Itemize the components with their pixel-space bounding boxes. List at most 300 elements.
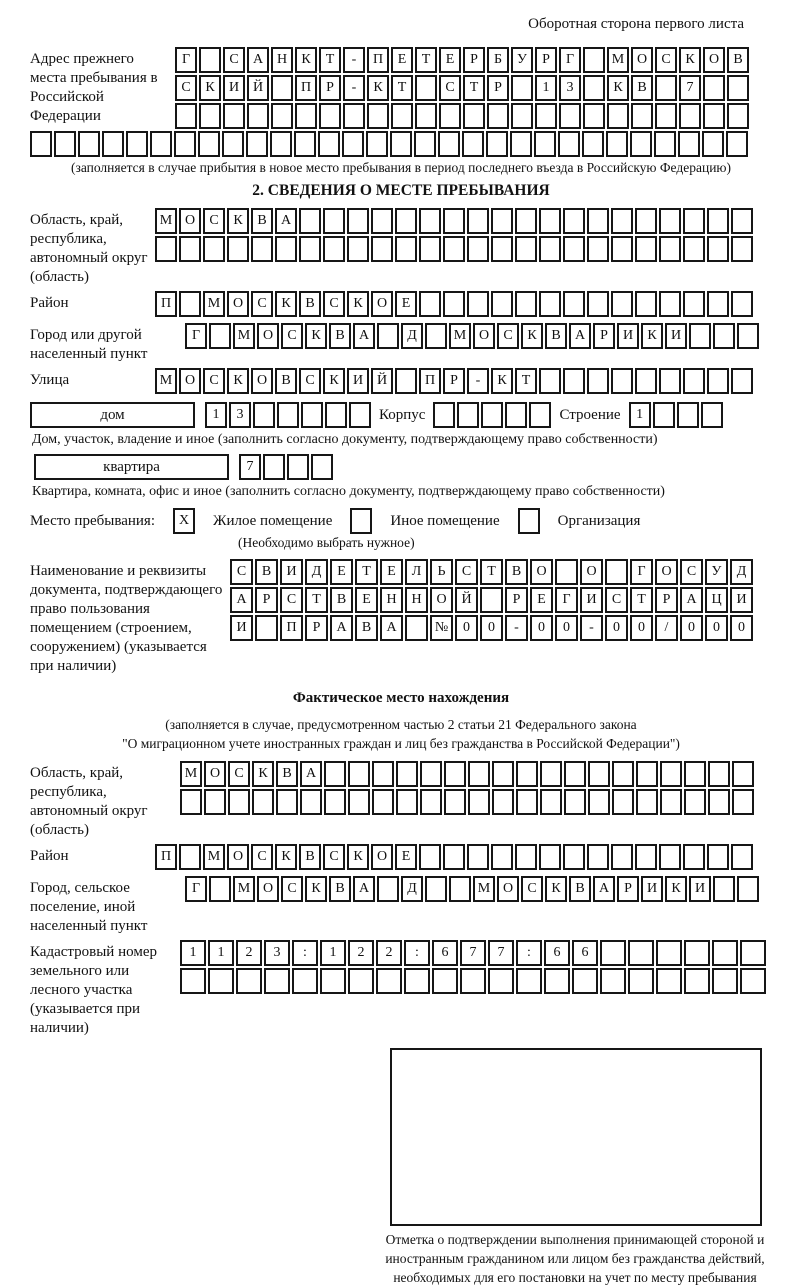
- char-box[interactable]: О: [580, 559, 603, 585]
- char-box[interactable]: С: [521, 876, 543, 902]
- char-box[interactable]: [631, 103, 653, 129]
- char-box[interactable]: У: [511, 47, 533, 73]
- char-box[interactable]: [204, 789, 226, 815]
- char-box[interactable]: [655, 75, 677, 101]
- char-box[interactable]: Т: [463, 75, 485, 101]
- char-box[interactable]: [635, 291, 657, 317]
- char-box[interactable]: Г: [185, 876, 207, 902]
- char-box[interactable]: А: [569, 323, 591, 349]
- char-box[interactable]: 0: [555, 615, 578, 641]
- char-box[interactable]: 1: [180, 940, 206, 966]
- char-box[interactable]: П: [367, 47, 389, 73]
- char-box[interactable]: [348, 761, 370, 787]
- char-box[interactable]: К: [545, 876, 567, 902]
- char-box[interactable]: [684, 940, 710, 966]
- char-box[interactable]: К: [521, 323, 543, 349]
- char-box[interactable]: Р: [593, 323, 615, 349]
- char-box[interactable]: В: [299, 844, 321, 870]
- char-box[interactable]: 0: [630, 615, 653, 641]
- char-box[interactable]: Т: [630, 587, 653, 613]
- char-box[interactable]: [371, 236, 393, 262]
- char-box[interactable]: [463, 103, 485, 129]
- char-box[interactable]: 0: [455, 615, 478, 641]
- char-box[interactable]: [516, 761, 538, 787]
- char-box[interactable]: С: [281, 876, 303, 902]
- char-box[interactable]: [376, 968, 402, 994]
- char-box[interactable]: [467, 291, 489, 317]
- char-box[interactable]: Д: [305, 559, 328, 585]
- char-box[interactable]: [150, 131, 172, 157]
- char-box[interactable]: [324, 761, 346, 787]
- char-box[interactable]: [277, 402, 299, 428]
- char-box[interactable]: [126, 131, 148, 157]
- char-box[interactable]: П: [419, 368, 441, 394]
- char-box[interactable]: Т: [355, 559, 378, 585]
- char-box[interactable]: [587, 291, 609, 317]
- char-box[interactable]: [511, 75, 533, 101]
- char-box[interactable]: М: [473, 876, 495, 902]
- char-box[interactable]: [276, 789, 298, 815]
- char-box[interactable]: [325, 402, 347, 428]
- char-box[interactable]: [246, 131, 268, 157]
- char-box[interactable]: [179, 291, 201, 317]
- char-box[interactable]: Й: [371, 368, 393, 394]
- kvartira-type-field[interactable]: квартира: [34, 454, 229, 480]
- char-box[interactable]: 0: [480, 615, 503, 641]
- char-box[interactable]: 2: [348, 940, 374, 966]
- char-box[interactable]: А: [353, 876, 375, 902]
- char-box[interactable]: К: [305, 876, 327, 902]
- char-box[interactable]: О: [204, 761, 226, 787]
- char-box[interactable]: И: [730, 587, 753, 613]
- char-box[interactable]: [180, 968, 206, 994]
- char-box[interactable]: И: [223, 75, 245, 101]
- char-box[interactable]: Т: [391, 75, 413, 101]
- char-box[interactable]: [419, 291, 441, 317]
- char-box[interactable]: С: [680, 559, 703, 585]
- char-box[interactable]: [611, 844, 633, 870]
- char-box[interactable]: [347, 208, 369, 234]
- char-box[interactable]: [467, 844, 489, 870]
- char-box[interactable]: П: [295, 75, 317, 101]
- char-box[interactable]: [731, 368, 753, 394]
- char-box[interactable]: К: [199, 75, 221, 101]
- char-box[interactable]: Т: [319, 47, 341, 73]
- char-box[interactable]: [583, 103, 605, 129]
- char-box[interactable]: С: [323, 291, 345, 317]
- char-box[interactable]: [320, 968, 346, 994]
- char-box[interactable]: [679, 103, 701, 129]
- char-box[interactable]: -: [580, 615, 603, 641]
- char-box[interactable]: [311, 454, 333, 480]
- char-box[interactable]: [540, 789, 562, 815]
- char-box[interactable]: Н: [271, 47, 293, 73]
- char-box[interactable]: [491, 208, 513, 234]
- char-box[interactable]: 6: [432, 940, 458, 966]
- char-box[interactable]: 6: [544, 940, 570, 966]
- char-box[interactable]: [713, 876, 735, 902]
- char-box[interactable]: [236, 968, 262, 994]
- char-box[interactable]: [712, 940, 738, 966]
- char-box[interactable]: В: [727, 47, 749, 73]
- char-box[interactable]: [683, 208, 705, 234]
- char-box[interactable]: 0: [705, 615, 728, 641]
- char-box[interactable]: [683, 844, 705, 870]
- char-box[interactable]: О: [179, 208, 201, 234]
- char-box[interactable]: И: [641, 876, 663, 902]
- char-box[interactable]: [572, 968, 598, 994]
- char-box[interactable]: [529, 402, 551, 428]
- char-box[interactable]: [515, 291, 537, 317]
- char-box[interactable]: С: [251, 291, 273, 317]
- char-box[interactable]: А: [330, 615, 353, 641]
- char-box[interactable]: К: [295, 47, 317, 73]
- char-box[interactable]: [420, 761, 442, 787]
- char-box[interactable]: [271, 103, 293, 129]
- char-box[interactable]: [270, 131, 292, 157]
- char-box[interactable]: [480, 587, 503, 613]
- char-box[interactable]: [405, 615, 428, 641]
- char-box[interactable]: Р: [617, 876, 639, 902]
- char-box[interactable]: [419, 844, 441, 870]
- char-box[interactable]: [731, 844, 753, 870]
- char-box[interactable]: Р: [305, 615, 328, 641]
- char-box[interactable]: [659, 208, 681, 234]
- char-box[interactable]: С: [455, 559, 478, 585]
- char-box[interactable]: [432, 968, 458, 994]
- char-box[interactable]: [587, 368, 609, 394]
- char-box[interactable]: [707, 368, 729, 394]
- char-box[interactable]: В: [276, 761, 298, 787]
- char-box[interactable]: [683, 291, 705, 317]
- char-box[interactable]: Б: [487, 47, 509, 73]
- char-box[interactable]: [563, 208, 585, 234]
- char-box[interactable]: [251, 236, 273, 262]
- char-box[interactable]: [491, 291, 513, 317]
- char-box[interactable]: [563, 368, 585, 394]
- char-box[interactable]: [395, 236, 417, 262]
- char-box[interactable]: [588, 761, 610, 787]
- char-box[interactable]: [323, 236, 345, 262]
- char-box[interactable]: Р: [655, 587, 678, 613]
- char-box[interactable]: С: [203, 368, 225, 394]
- char-box[interactable]: [319, 103, 341, 129]
- char-box[interactable]: [555, 559, 578, 585]
- char-box[interactable]: 7: [460, 940, 486, 966]
- char-box[interactable]: [209, 876, 231, 902]
- char-box[interactable]: [54, 131, 76, 157]
- char-box[interactable]: [318, 131, 340, 157]
- char-box[interactable]: [396, 761, 418, 787]
- char-box[interactable]: :: [404, 940, 430, 966]
- char-box[interactable]: Н: [405, 587, 428, 613]
- char-box[interactable]: [703, 103, 725, 129]
- char-box[interactable]: В: [569, 876, 591, 902]
- char-box[interactable]: С: [655, 47, 677, 73]
- char-box[interactable]: [635, 844, 657, 870]
- char-box[interactable]: [425, 323, 447, 349]
- char-box[interactable]: [534, 131, 556, 157]
- char-box[interactable]: И: [230, 615, 253, 641]
- char-box[interactable]: [487, 103, 509, 129]
- char-box[interactable]: [228, 789, 250, 815]
- char-box[interactable]: [275, 236, 297, 262]
- char-box[interactable]: П: [280, 615, 303, 641]
- char-box[interactable]: Т: [480, 559, 503, 585]
- char-box[interactable]: 7: [239, 454, 261, 480]
- char-box[interactable]: [660, 789, 682, 815]
- char-box[interactable]: П: [155, 844, 177, 870]
- char-box[interactable]: [343, 103, 365, 129]
- char-box[interactable]: [587, 844, 609, 870]
- char-box[interactable]: А: [593, 876, 615, 902]
- char-box[interactable]: Е: [530, 587, 553, 613]
- char-box[interactable]: [683, 236, 705, 262]
- char-box[interactable]: К: [367, 75, 389, 101]
- char-box[interactable]: Й: [455, 587, 478, 613]
- char-box[interactable]: [712, 968, 738, 994]
- char-box[interactable]: 1: [629, 402, 651, 428]
- char-box[interactable]: К: [347, 844, 369, 870]
- char-box[interactable]: [583, 47, 605, 73]
- char-box[interactable]: К: [491, 368, 513, 394]
- char-box[interactable]: Р: [319, 75, 341, 101]
- char-box[interactable]: :: [516, 940, 542, 966]
- char-box[interactable]: 1: [205, 402, 227, 428]
- char-box[interactable]: С: [223, 47, 245, 73]
- char-box[interactable]: [511, 103, 533, 129]
- char-box[interactable]: [510, 131, 532, 157]
- char-box[interactable]: [611, 368, 633, 394]
- char-box[interactable]: [391, 103, 413, 129]
- char-box[interactable]: О: [227, 291, 249, 317]
- char-box[interactable]: М: [607, 47, 629, 73]
- char-box[interactable]: Е: [355, 587, 378, 613]
- char-box[interactable]: [708, 761, 730, 787]
- char-box[interactable]: Д: [401, 876, 423, 902]
- char-box[interactable]: [492, 761, 514, 787]
- char-box[interactable]: [255, 615, 278, 641]
- char-box[interactable]: [689, 323, 711, 349]
- char-box[interactable]: [395, 208, 417, 234]
- char-box[interactable]: [349, 402, 371, 428]
- char-box[interactable]: Т: [305, 587, 328, 613]
- char-box[interactable]: 2: [376, 940, 402, 966]
- char-box[interactable]: [612, 761, 634, 787]
- char-box[interactable]: К: [252, 761, 274, 787]
- char-box[interactable]: Р: [255, 587, 278, 613]
- char-box[interactable]: М: [449, 323, 471, 349]
- char-box[interactable]: [701, 402, 723, 428]
- char-box[interactable]: [606, 131, 628, 157]
- char-box[interactable]: Г: [630, 559, 653, 585]
- char-box[interactable]: [460, 968, 486, 994]
- char-box[interactable]: [174, 131, 196, 157]
- char-box[interactable]: К: [275, 844, 297, 870]
- char-box[interactable]: [78, 131, 100, 157]
- char-box[interactable]: Р: [487, 75, 509, 101]
- char-box[interactable]: [605, 559, 628, 585]
- char-box[interactable]: 1: [320, 940, 346, 966]
- char-box[interactable]: [563, 236, 585, 262]
- char-box[interactable]: [348, 789, 370, 815]
- char-box[interactable]: М: [155, 208, 177, 234]
- char-box[interactable]: [467, 236, 489, 262]
- char-box[interactable]: [611, 291, 633, 317]
- char-box[interactable]: [179, 236, 201, 262]
- char-box[interactable]: [415, 75, 437, 101]
- char-box[interactable]: [726, 131, 748, 157]
- char-box[interactable]: О: [703, 47, 725, 73]
- char-box[interactable]: [492, 789, 514, 815]
- char-box[interactable]: 7: [679, 75, 701, 101]
- char-box[interactable]: Г: [185, 323, 207, 349]
- char-box[interactable]: [539, 844, 561, 870]
- char-box[interactable]: [299, 208, 321, 234]
- char-box[interactable]: [684, 789, 706, 815]
- char-box[interactable]: О: [530, 559, 553, 585]
- char-box[interactable]: Р: [443, 368, 465, 394]
- char-box[interactable]: О: [251, 368, 273, 394]
- char-box[interactable]: [515, 236, 537, 262]
- char-box[interactable]: [731, 236, 753, 262]
- char-box[interactable]: [600, 940, 626, 966]
- char-box[interactable]: [702, 131, 724, 157]
- char-box[interactable]: [324, 789, 346, 815]
- char-box[interactable]: [438, 131, 460, 157]
- char-box[interactable]: Е: [330, 559, 353, 585]
- char-box[interactable]: К: [641, 323, 663, 349]
- char-box[interactable]: [539, 291, 561, 317]
- char-box[interactable]: [462, 131, 484, 157]
- char-box[interactable]: [253, 402, 275, 428]
- char-box[interactable]: [740, 940, 766, 966]
- char-box[interactable]: К: [679, 47, 701, 73]
- char-box[interactable]: В: [329, 323, 351, 349]
- char-box[interactable]: [505, 402, 527, 428]
- char-box[interactable]: [635, 236, 657, 262]
- char-box[interactable]: [30, 131, 52, 157]
- char-box[interactable]: [732, 789, 754, 815]
- char-box[interactable]: [443, 844, 465, 870]
- zhiloe-checkbox[interactable]: X: [173, 508, 195, 534]
- char-box[interactable]: [582, 131, 604, 157]
- char-box[interactable]: В: [631, 75, 653, 101]
- char-box[interactable]: [299, 236, 321, 262]
- char-box[interactable]: [628, 940, 654, 966]
- char-box[interactable]: [727, 103, 749, 129]
- char-box[interactable]: [420, 789, 442, 815]
- char-box[interactable]: К: [275, 291, 297, 317]
- char-box[interactable]: [377, 876, 399, 902]
- char-box[interactable]: [264, 968, 290, 994]
- char-box[interactable]: [414, 131, 436, 157]
- dom-type-field[interactable]: дом: [30, 402, 195, 428]
- char-box[interactable]: [199, 47, 221, 73]
- char-box[interactable]: В: [355, 615, 378, 641]
- char-box[interactable]: :: [292, 940, 318, 966]
- char-box[interactable]: [323, 208, 345, 234]
- char-box[interactable]: [516, 789, 538, 815]
- char-box[interactable]: [653, 402, 675, 428]
- char-box[interactable]: Д: [730, 559, 753, 585]
- char-box[interactable]: А: [275, 208, 297, 234]
- char-box[interactable]: [612, 789, 634, 815]
- char-box[interactable]: [588, 789, 610, 815]
- char-box[interactable]: 0: [730, 615, 753, 641]
- char-box[interactable]: К: [607, 75, 629, 101]
- char-box[interactable]: А: [247, 47, 269, 73]
- char-box[interactable]: Т: [515, 368, 537, 394]
- char-box[interactable]: П: [155, 291, 177, 317]
- char-box[interactable]: [740, 968, 766, 994]
- char-box[interactable]: [199, 103, 221, 129]
- char-box[interactable]: К: [347, 291, 369, 317]
- char-box[interactable]: М: [233, 323, 255, 349]
- char-box[interactable]: 1: [208, 940, 234, 966]
- char-box[interactable]: Е: [439, 47, 461, 73]
- char-box[interactable]: [155, 236, 177, 262]
- char-box[interactable]: О: [631, 47, 653, 73]
- char-box[interactable]: К: [227, 208, 249, 234]
- char-box[interactable]: С: [175, 75, 197, 101]
- char-box[interactable]: [300, 789, 322, 815]
- char-box[interactable]: В: [255, 559, 278, 585]
- char-box[interactable]: [564, 761, 586, 787]
- char-box[interactable]: [563, 844, 585, 870]
- char-box[interactable]: Д: [401, 323, 423, 349]
- char-box[interactable]: [247, 103, 269, 129]
- char-box[interactable]: [179, 844, 201, 870]
- char-box[interactable]: 0: [605, 615, 628, 641]
- char-box[interactable]: [515, 208, 537, 234]
- char-box[interactable]: А: [380, 615, 403, 641]
- char-box[interactable]: Р: [463, 47, 485, 73]
- char-box[interactable]: А: [353, 323, 375, 349]
- char-box[interactable]: Г: [555, 587, 578, 613]
- char-box[interactable]: О: [227, 844, 249, 870]
- char-box[interactable]: [467, 208, 489, 234]
- char-box[interactable]: [656, 940, 682, 966]
- char-box[interactable]: К: [305, 323, 327, 349]
- char-box[interactable]: [198, 131, 220, 157]
- char-box[interactable]: С: [281, 323, 303, 349]
- char-box[interactable]: К: [323, 368, 345, 394]
- char-box[interactable]: [180, 789, 202, 815]
- char-box[interactable]: М: [180, 761, 202, 787]
- char-box[interactable]: Т: [415, 47, 437, 73]
- char-box[interactable]: [628, 968, 654, 994]
- char-box[interactable]: [457, 402, 479, 428]
- char-box[interactable]: 3: [264, 940, 290, 966]
- char-box[interactable]: [539, 208, 561, 234]
- char-box[interactable]: [449, 876, 471, 902]
- char-box[interactable]: Й: [247, 75, 269, 101]
- char-box[interactable]: С: [299, 368, 321, 394]
- char-box[interactable]: [292, 968, 318, 994]
- char-box[interactable]: [433, 402, 455, 428]
- char-box[interactable]: Е: [395, 291, 417, 317]
- char-box[interactable]: Н: [380, 587, 403, 613]
- char-box[interactable]: [583, 75, 605, 101]
- char-box[interactable]: [587, 208, 609, 234]
- char-box[interactable]: Г: [559, 47, 581, 73]
- char-box[interactable]: [659, 844, 681, 870]
- char-box[interactable]: 2: [236, 940, 262, 966]
- char-box[interactable]: [271, 75, 293, 101]
- char-box[interactable]: [371, 208, 393, 234]
- char-box[interactable]: [544, 968, 570, 994]
